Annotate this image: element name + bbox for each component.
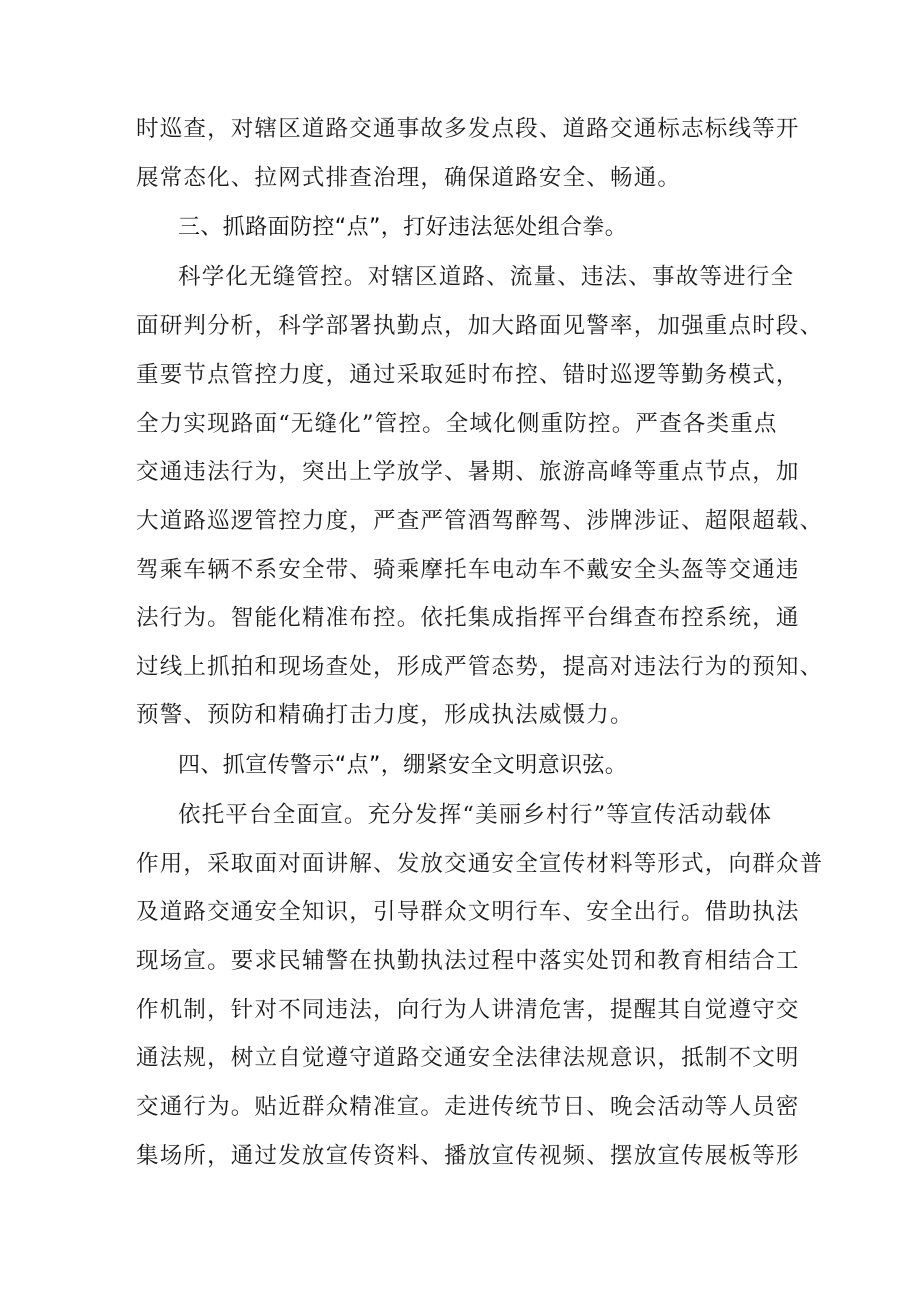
paragraph-line: 交通违法行为，突出上学放学、暑期、旅游高峰等重点节点，加 (136, 459, 800, 485)
paragraph-line: 全力实现路面“无缝化”管控。全域化侧重防控。严查各类重点 (136, 411, 778, 437)
paragraph-line: 展常态化、拉网式排查治理，确保道路安全、畅通。 (136, 165, 682, 191)
paragraph-line: 法行为。智能化精准布控。依托集成指挥平台缉查布控系统，通 (136, 605, 800, 631)
paragraph-line: 大道路巡逻管控力度，严查严管酒驾醉驾、涉牌涉证、超限超载、 (136, 508, 824, 534)
paragraph-line: 时巡查，对辖区道路交通事故多发点段、道路交通标志标线等开 (136, 116, 800, 142)
paragraph-line: 依托平台全面宣。充分发挥“美丽乡村行”等宣传活动载体 (178, 802, 773, 828)
paragraph-line: 通法规，树立自觉遵守道路交通安全法律法规意识，抵制不文明 (136, 1045, 800, 1071)
paragraph-line: 作机制，针对不同违法，向行为人讲清危害，提醒其自觉遵守交 (136, 997, 800, 1023)
section-heading-3: 三、抓路面防控“点”，打好违法惩处组合拳。 (178, 215, 628, 240)
paragraph-line: 重要节点管控力度，通过采取延时布控、错时巡逻等勤务模式， (136, 362, 800, 388)
paragraph-line: 集场所，通过发放宣传资料、播放宣传视频、摆放宣传展板等形 (136, 1143, 800, 1169)
paragraph-line: 面研判分析，科学部署执勤点，加大路面见警率，加强重点时段、 (136, 313, 824, 339)
paragraph-line: 现场宣。要求民辅警在执勤执法过程中落实处罚和教育相结合工 (136, 948, 800, 974)
paragraph-line: 预警、预防和精确打击力度，形成执法威慑力。 (136, 702, 634, 728)
paragraph-line: 及道路交通安全知识，引导群众文明行车、安全出行。借助执法 (136, 899, 800, 925)
paragraph-line: 交通行为。贴近群众精准宣。走进传统节日、晚会活动等人员密 (136, 1094, 800, 1120)
paragraph-line: 科学化无缝管控。对辖区道路、流量、违法、事故等进行全 (178, 264, 795, 290)
paragraph-line: 驾乘车辆不系安全带、骑乘摩托车电动车不戴安全头盔等交通违 (136, 557, 800, 583)
paragraph-line: 过线上抓拍和现场查处，形成严管态势，提高对违法行为的预知、 (136, 654, 824, 680)
paragraph-line: 作用，采取面对面讲解、发放交通安全宣传材料等形式，向群众普 (136, 851, 824, 877)
section-heading-4: 四、抓宣传警示“点”，绷紧安全文明意识弦。 (178, 753, 628, 778)
